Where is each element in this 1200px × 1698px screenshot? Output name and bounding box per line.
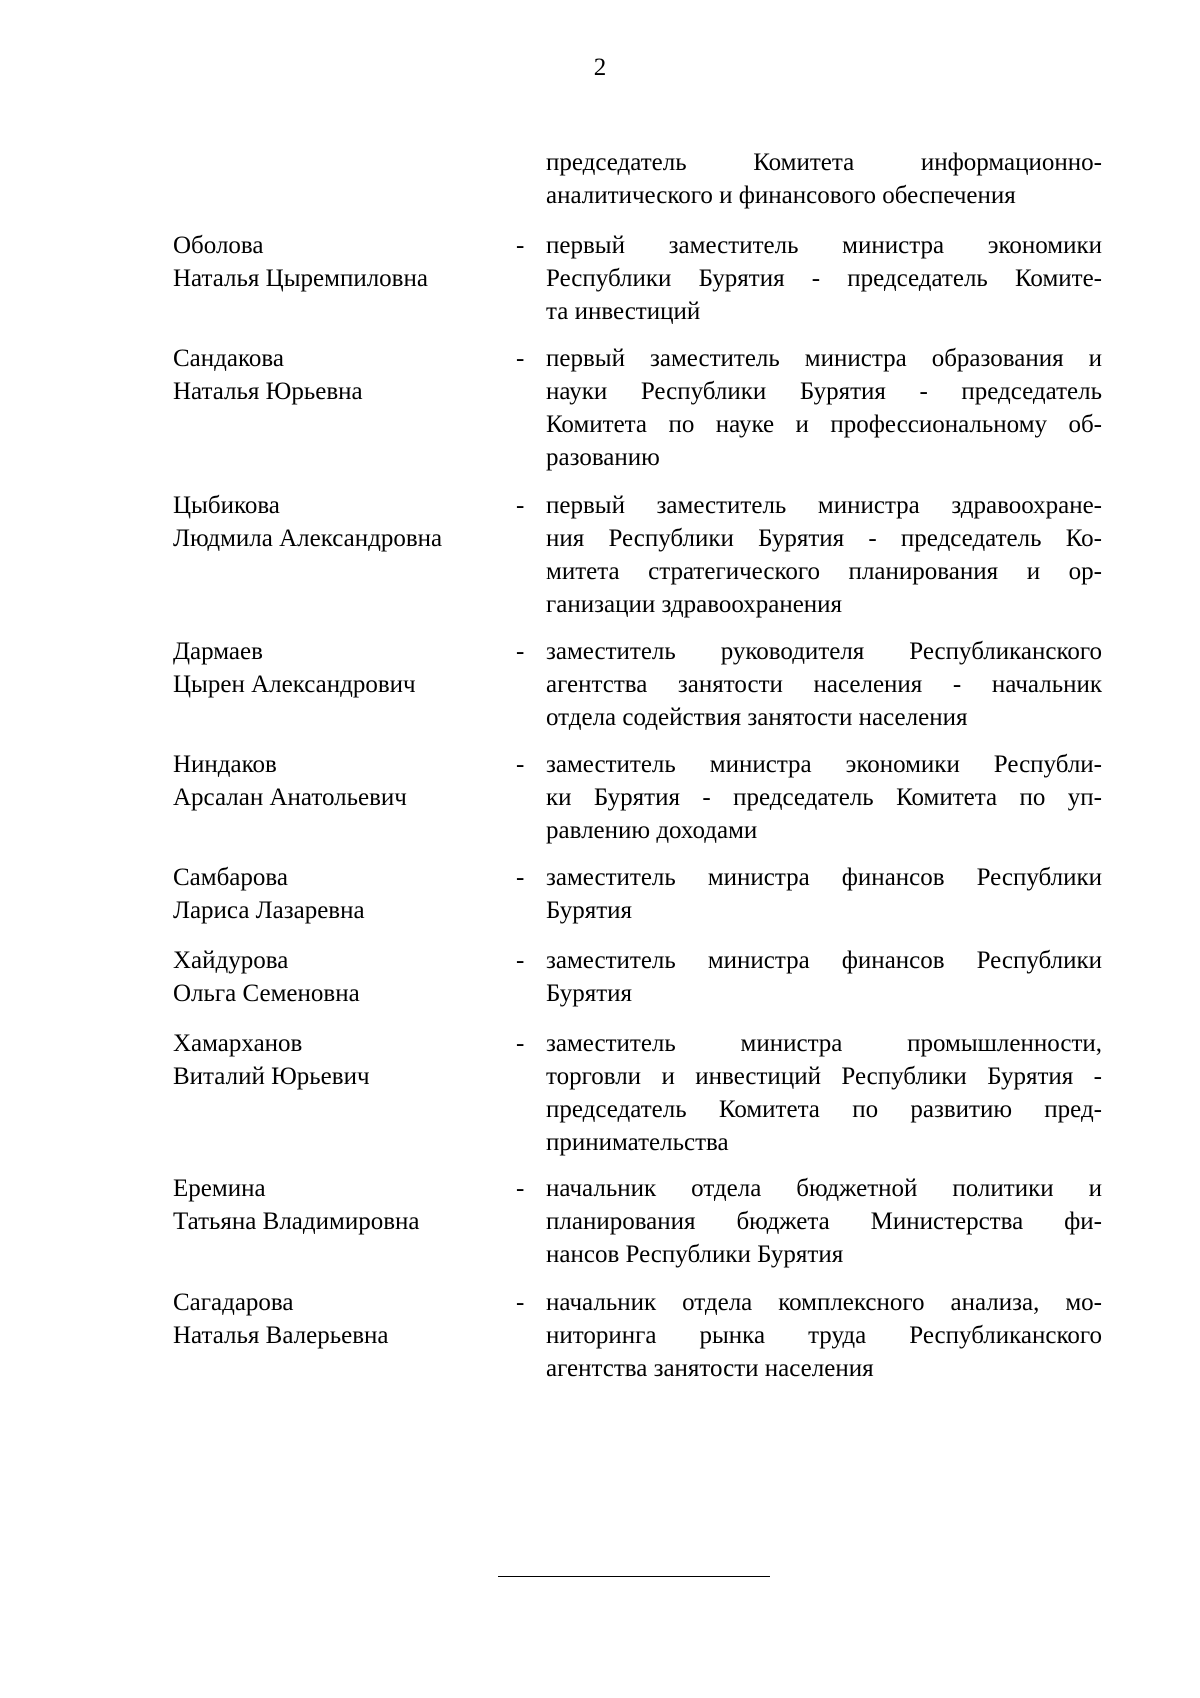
description-line: заместитель министра экономики Республи- (546, 751, 1102, 778)
description-line: та инвестиций (546, 298, 701, 325)
separator-dash: - (516, 1289, 525, 1316)
member-given-names: Людмила Александровна (173, 525, 443, 552)
member-name (173, 489, 503, 555)
description-line: отдела содействия занятости населения (546, 704, 968, 731)
member-given-names: Наталья Юрьевна (173, 378, 363, 405)
member-name (173, 1027, 503, 1093)
separator-dash: - (516, 947, 525, 974)
description-line: первый заместитель министра экономики (546, 232, 1102, 259)
member-name (173, 944, 503, 1010)
description-line: Бурятия (546, 980, 633, 1007)
member-surname: Самбарова (173, 864, 288, 891)
description-line: Республики Бурятия - председатель Комите- (546, 265, 1102, 292)
member-surname: Оболова (173, 232, 264, 259)
description-line: Бурятия (546, 897, 633, 924)
member-position (546, 944, 1102, 1010)
member-surname: Хайдурова (173, 947, 289, 974)
member-position (546, 1027, 1102, 1159)
member-surname: Хамарханов (173, 1030, 303, 1057)
description-line: митета стратегического планирования и ор- (546, 558, 1102, 585)
description-line: председатель Комитета по развитию пред- (546, 1096, 1102, 1123)
member-name (173, 861, 503, 927)
member-name (173, 1172, 503, 1238)
closing-rule (498, 1576, 770, 1577)
page-number: 2 (593, 54, 607, 81)
description-line: заместитель министра финансов Республики (546, 947, 1102, 974)
description-line: принимательства (546, 1129, 729, 1156)
description-line: агентства занятости населения (546, 1355, 874, 1382)
separator-dash: - (516, 638, 525, 665)
member-surname: Цыбикова (173, 492, 280, 519)
separator-dash: - (516, 345, 525, 372)
member-given-names: Арсалан Анатольевич (173, 784, 407, 811)
member-given-names: Виталий Юрьевич (173, 1063, 370, 1090)
description-line: начальник отдела бюджетной политики и (546, 1175, 1102, 1202)
member-given-names: Наталья Валерьевна (173, 1322, 389, 1349)
member-position (546, 635, 1102, 734)
separator-dash: - (516, 751, 525, 778)
description-line: торговли и инвестиций Республики Бурятия - (546, 1063, 1102, 1090)
member-given-names: Ольга Семеновна (173, 980, 360, 1007)
description-line: первый заместитель министра здравоохране- (546, 492, 1102, 519)
description-line: председатель Комитета информационно- (546, 149, 1102, 176)
member-given-names: Лариса Лазаревна (173, 897, 365, 924)
member-position (546, 229, 1102, 328)
description-line: первый заместитель министра образования и (546, 345, 1102, 372)
description-line: ганизации здравоохранения (546, 591, 843, 618)
member-position (546, 748, 1102, 847)
description-line: аналитического и финансового обеспечения (546, 182, 1016, 209)
description-line: ниторинга рынка труда Республиканского (546, 1322, 1102, 1349)
member-given-names: Наталья Цыремпиловна (173, 265, 428, 292)
intro-description (546, 146, 1102, 212)
description-line: Комитета по науке и профессиональному об- (546, 411, 1102, 438)
member-position (546, 489, 1102, 621)
member-position (546, 1172, 1102, 1271)
description-line: планирования бюджета Министерства фи- (546, 1208, 1102, 1235)
member-surname: Сагадарова (173, 1289, 294, 1316)
description-line: заместитель министра финансов Республики (546, 864, 1102, 891)
member-surname: Дармаев (173, 638, 263, 665)
description-line: ки Бурятия - председатель Комитета по уп- (546, 784, 1102, 811)
member-given-names: Татьяна Владимировна (173, 1208, 420, 1235)
description-line: начальник отдела комплексного анализа, мо- (546, 1289, 1102, 1316)
description-line: агентства занятости населения - начальник (546, 671, 1102, 698)
member-surname: Ниндаков (173, 751, 277, 778)
member-name (173, 229, 503, 295)
separator-dash: - (516, 492, 525, 519)
member-name (173, 342, 503, 408)
separator-dash: - (516, 864, 525, 891)
member-surname: Еремина (173, 1175, 266, 1202)
member-given-names: Цырен Александрович (173, 671, 416, 698)
member-name (173, 635, 503, 701)
member-position (546, 861, 1102, 927)
member-position (546, 342, 1102, 474)
description-line: заместитель руководителя Республиканского (546, 638, 1102, 665)
description-line: науки Республики Бурятия - председатель (546, 378, 1102, 405)
member-name (173, 1286, 503, 1352)
description-line: ния Республики Бурятия - председатель Ко- (546, 525, 1102, 552)
description-line: нансов Республики Бурятия (546, 1241, 844, 1268)
separator-dash: - (516, 1175, 525, 1202)
member-name (173, 748, 503, 814)
member-position (546, 1286, 1102, 1385)
separator-dash: - (516, 232, 525, 259)
description-line: заместитель министра промышленности, (546, 1030, 1102, 1057)
description-line: разованию (546, 444, 660, 471)
separator-dash: - (516, 1030, 525, 1057)
description-line: равлению доходами (546, 817, 758, 844)
member-surname: Сандакова (173, 345, 284, 372)
